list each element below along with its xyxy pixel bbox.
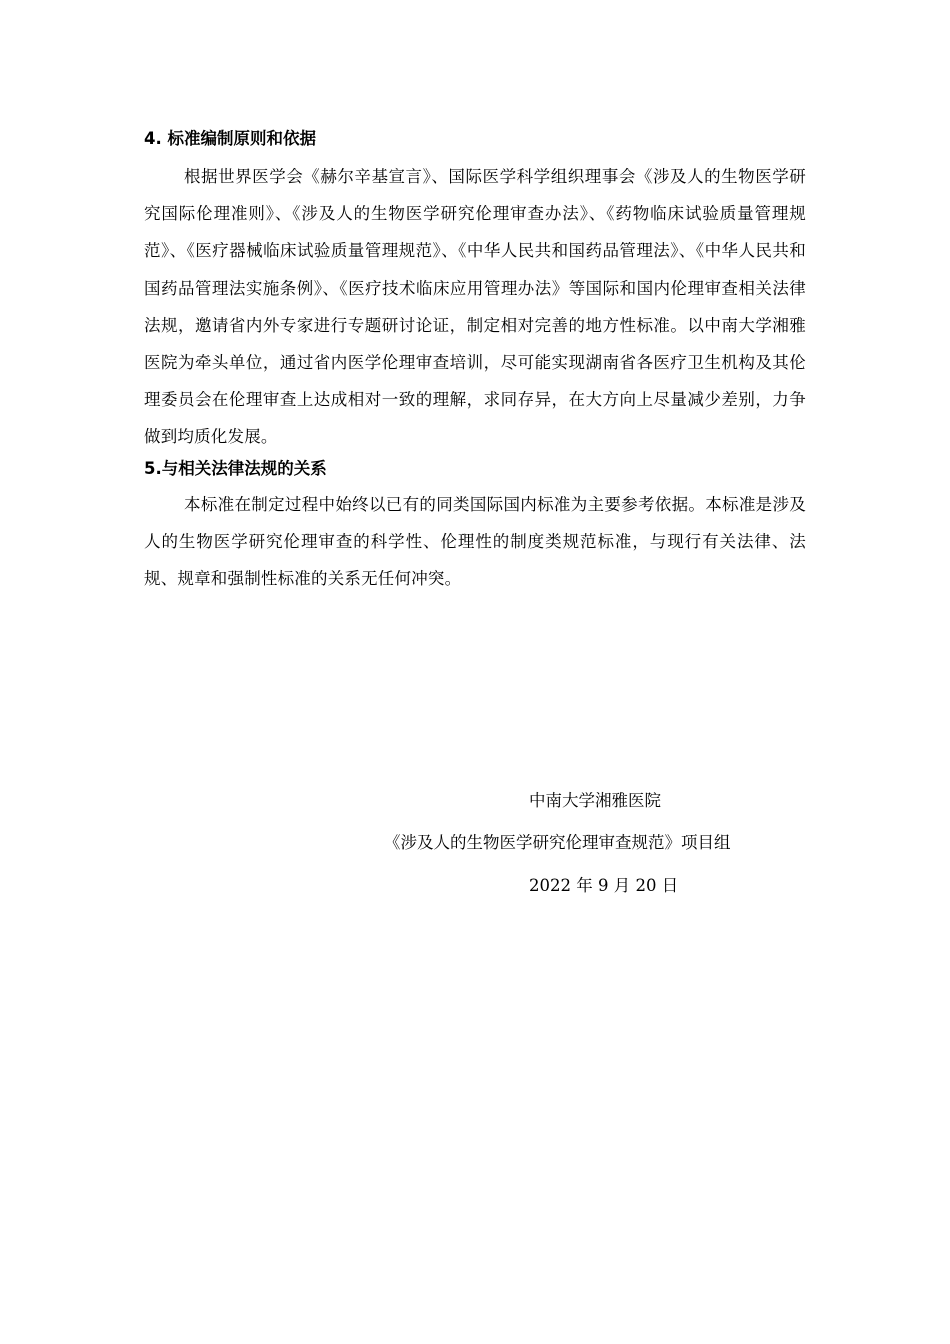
signature-project-group: 《涉及人的生物医学研究伦理审查规范》项目组 xyxy=(384,833,731,852)
section-5-paragraph: 本标准在制定过程中始终以已有的同类国际国内标准为主要参考依据。本标准是涉及人的生物医学研究伦理审查的科学性、伦理性的制度类规范标准，与现行有关法律、法规、规章和强制性标准的关系无任何冲突。 xyxy=(144,494,806,589)
section-4-heading: 4. 标准编制原则和依据 xyxy=(144,129,316,148)
section-4-paragraph: 根据世界医学会《赫尔辛基宣言》、国际医学科学组织理事会《涉及人的生物医学研究国际伦理准则》、《涉及人的生物医学研究伦理审查办法》、《药物临床试验质量管理规范》、《医疗器械临床试验质量管理规范》、《中华人民共和国药品管理法》、《中华人民共和国药品管理法实施条例》、《医疗技术临床应用管理办法》等国际和国内伦理审查相关法律法规，邀请省内外专家进行专题研讨论证，制定相对完善的地方性标准。以中南大学湘雅医院为牵头单位，通过省内医学伦理审查培训，尽可能实现湖南省各医疗卫生机构及其伦理委员会在伦理审查上达成相对一致的理解，求同存异，在大方向上尽量减少差别，力争做到均质化发展。 xyxy=(144,167,806,447)
document-body xyxy=(144,126,806,597)
signature-organization: 中南大学湘雅医院 xyxy=(529,791,661,810)
signature-date: 2022 年 9 月 20 日 xyxy=(529,876,679,895)
section-5-heading: 5.与相关法律法规的关系 xyxy=(144,458,327,478)
